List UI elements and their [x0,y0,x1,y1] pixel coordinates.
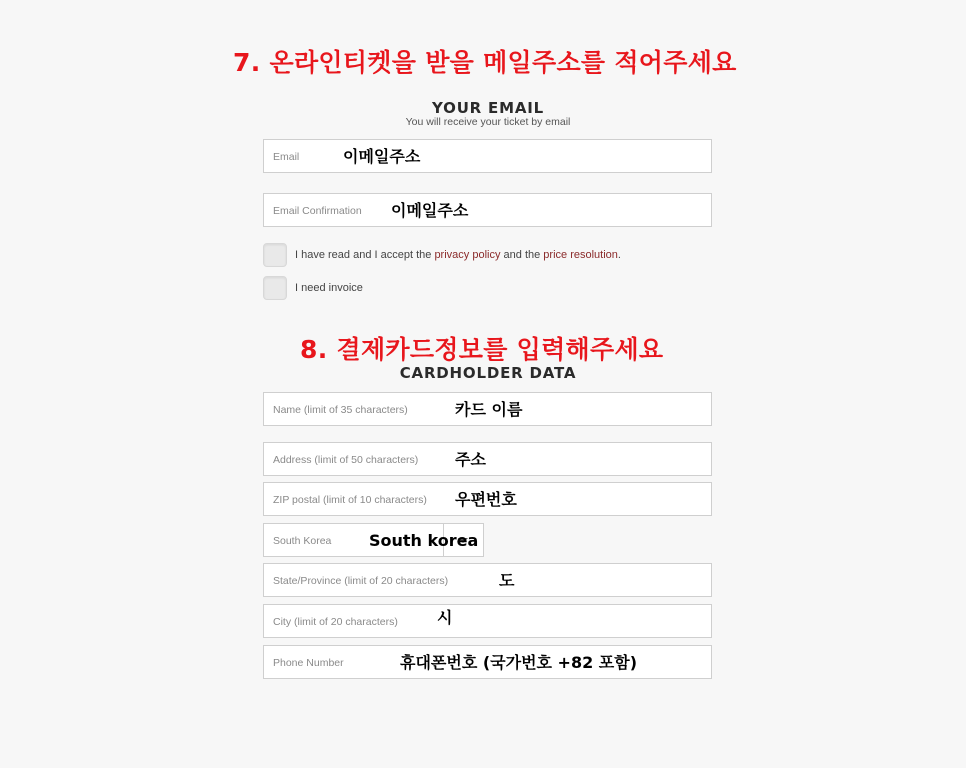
email-section-subtitle: You will receive your ticket by email [405,116,571,128]
phone-number-field[interactable] [263,645,712,679]
city-value: 시 [437,608,453,627]
email-confirmation-placeholder: Email Confirmation [273,205,362,217]
email-value: 이메일주소 [343,147,421,166]
privacy-text-3: . [617,249,621,261]
email-confirmation-field[interactable] [263,193,712,227]
state-province-field[interactable] [263,563,712,597]
city-placeholder: City (limit of 20 characters) [273,616,398,628]
privacy-policy-link[interactable]: privacy policy [434,249,501,261]
cardholder-name-field[interactable] [263,392,712,426]
email-confirmation-value: 이메일주소 [391,201,469,220]
privacy-consent-checkbox[interactable] [263,243,287,267]
email-placeholder: Email [273,151,300,163]
privacy-text-2: and the [503,249,541,261]
cardholder-name-value: 카드 이름 [455,400,523,419]
country-value: South korea [369,531,479,550]
zip-postal-placeholder: ZIP postal (limit of 10 characters) [273,494,427,506]
cardholder-section-title: CARDHOLDER DATA [399,364,577,382]
phone-number-value: 휴대폰번호 (국가번호 +82 포함) [400,653,638,672]
address-placeholder: Address (limit of 50 characters) [273,454,419,466]
city-field[interactable] [263,604,712,638]
invoice-checkbox[interactable] [263,276,287,300]
cardholder-name-placeholder: Name (limit of 35 characters) [273,404,408,416]
zip-postal-value: 우편번호 [455,490,517,509]
address-field[interactable] [263,442,712,476]
country-select[interactable] [263,523,484,557]
email-field[interactable] [263,139,712,173]
country-selected-option: South Korea [273,535,332,547]
price-resolution-link[interactable]: price resolution [543,249,618,261]
state-province-placeholder: State/Province (limit of 20 characters) [273,575,449,587]
email-section-title: YOUR EMAIL [432,99,544,117]
zip-postal-field[interactable] [263,482,712,516]
privacy-consent-label [295,243,621,267]
state-province-value: 도 [499,571,515,590]
invoice-label: I need invoice [295,282,363,294]
phone-number-placeholder: Phone Number [273,657,344,669]
step-8-annotation: 8. 결제카드정보를 입력해주세요 [300,335,664,364]
address-value: 주소 [455,450,486,469]
privacy-text-1: I have read and I accept the [295,249,432,261]
step-7-annotation: 7. 온라인티켓을 받을 메일주소를 적어주세요 [233,48,737,77]
